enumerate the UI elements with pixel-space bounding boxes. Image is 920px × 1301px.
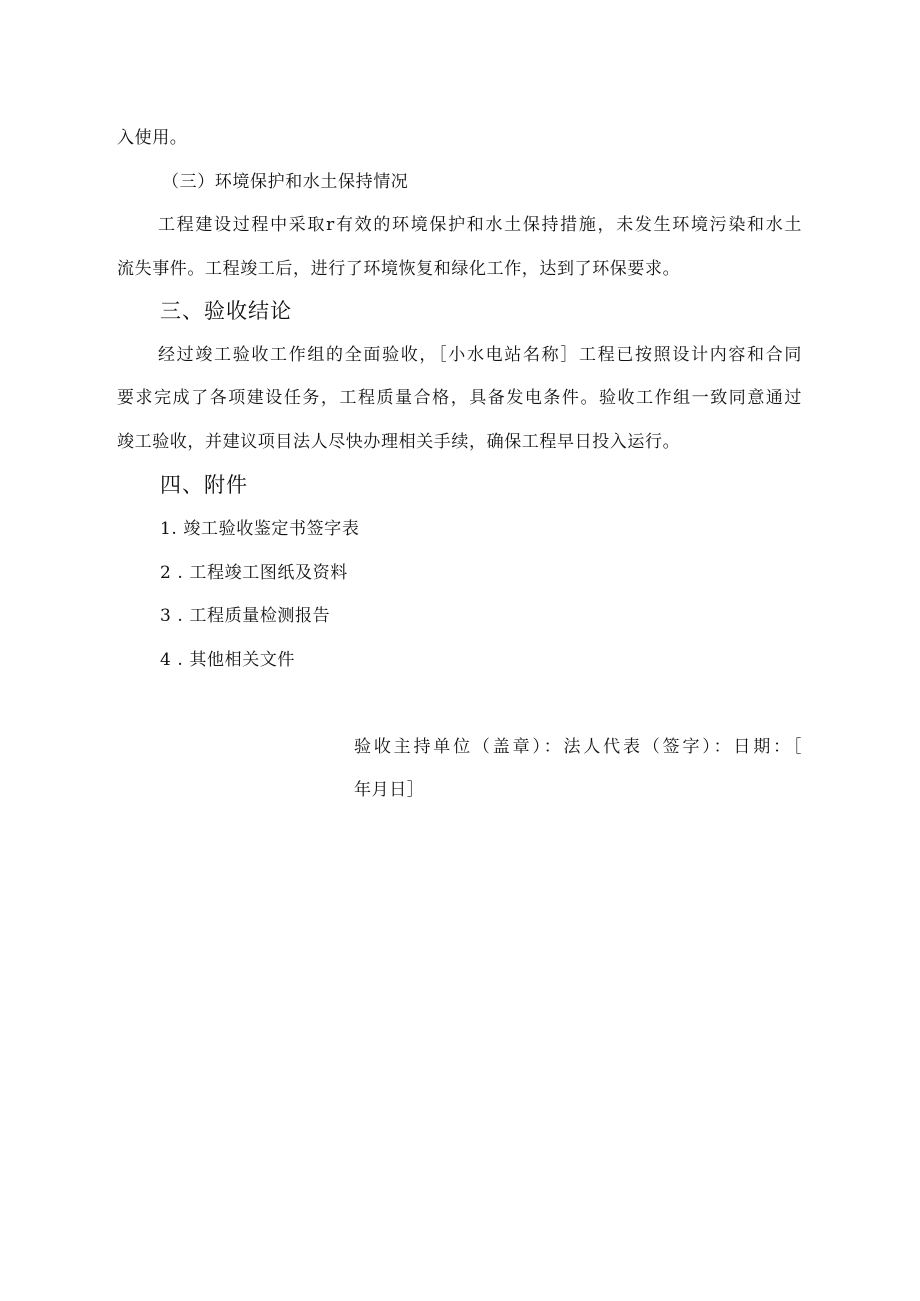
paragraph-tail-line: 入使用。 [117,128,188,148]
conclusion-paragraph-line-2: 要求完成了各项建设任务，工程质量合格，具备发电条件。验收工作组一致同意通过 [117,388,802,408]
attachment-item-4: 4 . 其他相关文件 [160,650,296,670]
environment-paragraph-line-1: 工程建设过程中采取r有效的环境保护和水土保持措施，未发生环境污染和水土 [158,215,802,235]
conclusion-paragraph-line-1: 经过竣工验收工作组的全面验收，［小水电站名称］工程已按照设计内容和合同 [158,345,802,365]
signature-line-1: 验收主持单位（盖章）：法人代表（签字）：日期：［ [354,737,802,757]
attachment-item-1: 1. 竣工验收鉴定书签字表 [160,519,360,539]
attachment-item-2: 2 . 工程竣工图纸及资料 [160,563,348,583]
attachment-item-3: 3 . 工程质量检测报告 [160,606,331,626]
section-heading-conclusion: 三、验收结论 [160,299,292,323]
signature-line-2: 年月日］ [354,780,425,800]
section-heading-attachments: 四、附件 [160,473,248,497]
conclusion-paragraph-line-3: 竣工验收，并建议项目法人尽快办理相关手续，确保工程早日投入运行。 [117,432,681,452]
subsection-title: （三）环境保护和水土保持情况 [162,172,409,192]
environment-paragraph-line-2: 流失事件。工程竣工后，进行了环境恢复和绿化工作，达到了环保要求。 [117,259,681,279]
